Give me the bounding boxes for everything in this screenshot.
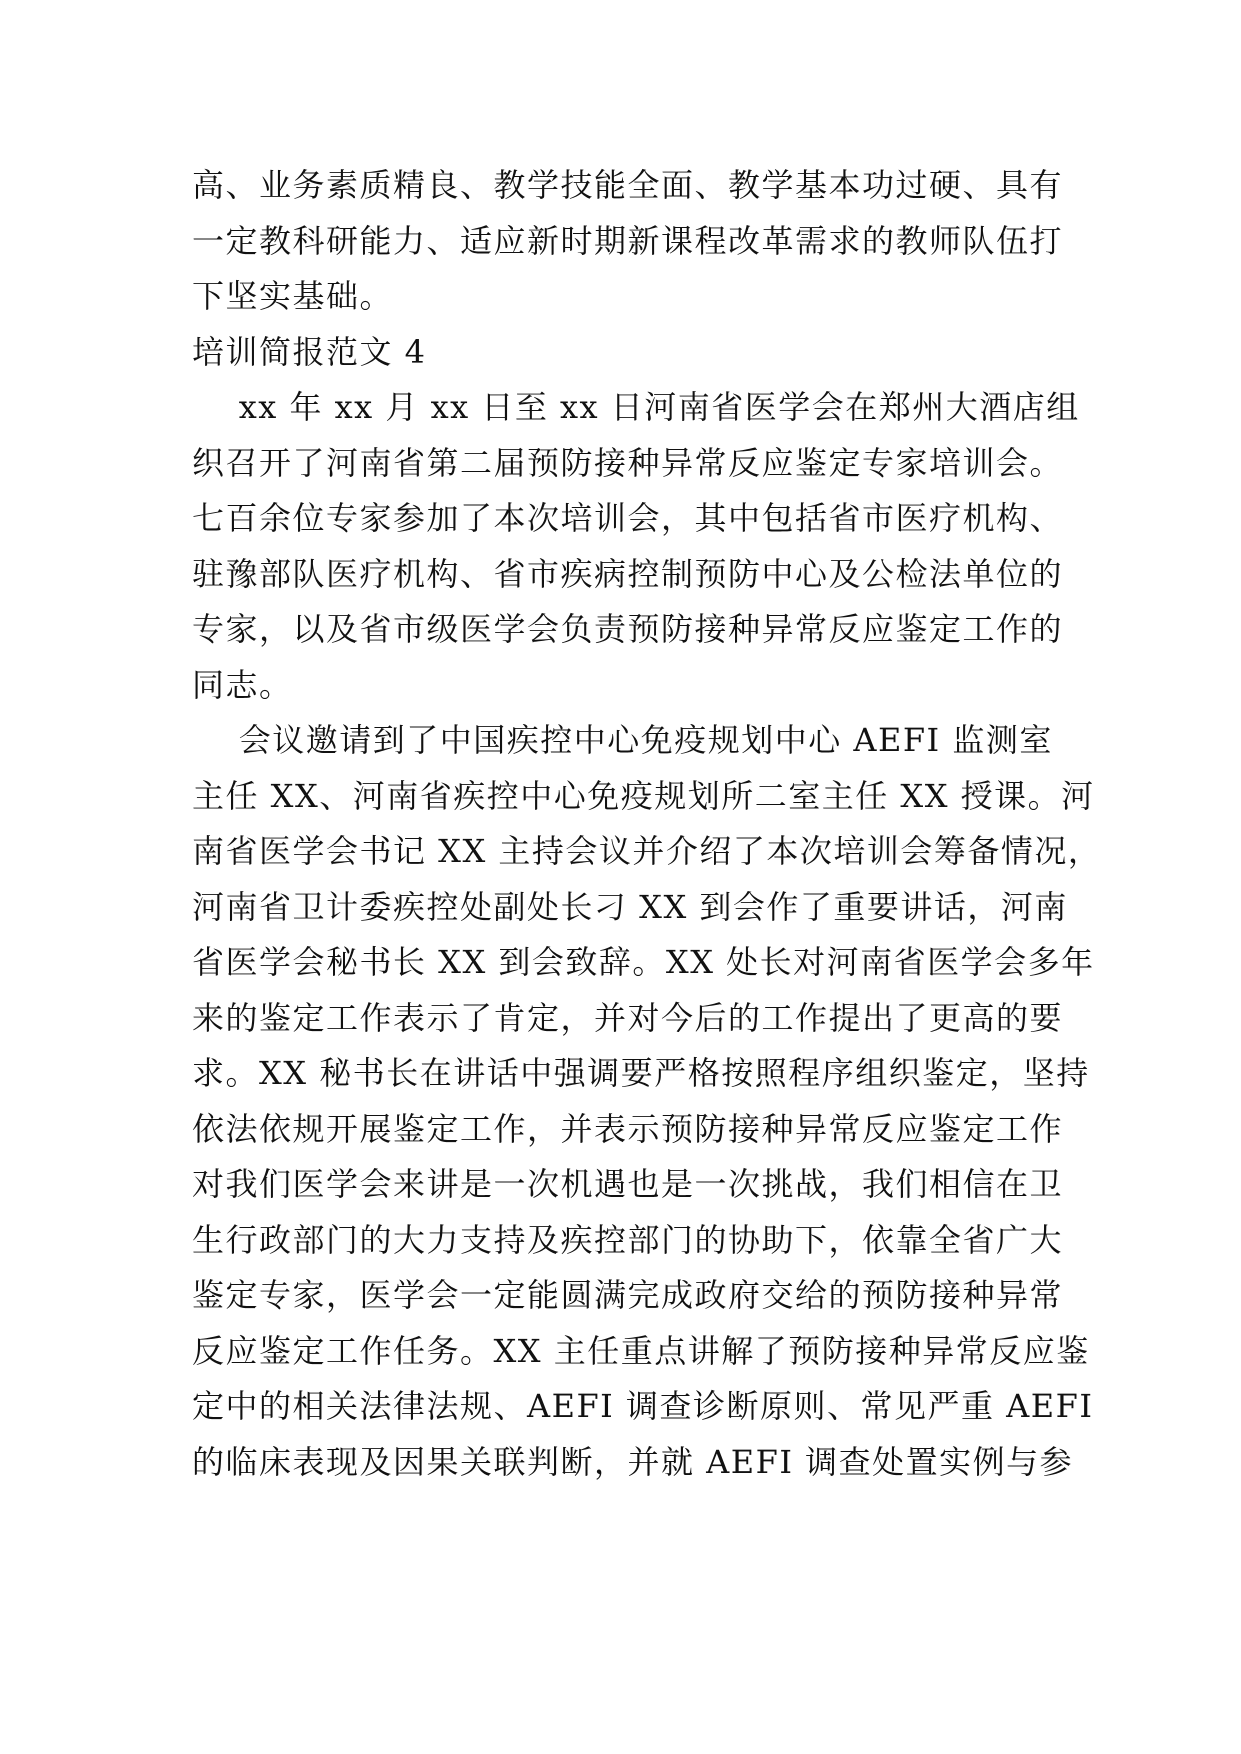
text-line: 织召开了河南省第二届预防接种异常反应鉴定专家培训会。 (192, 443, 1064, 482)
text-line: xx 年 xx 月 xx 日至 xx 日河南省医学会在郑州大酒店组 (192, 388, 1080, 426)
text-line: 一定教科研能力、适应新时期新课程改革需求的教师队伍打 (192, 221, 1064, 260)
text-line: 河南省卫计委疾控处副处长刁 XX 到会作了重要讲话，河南 (192, 887, 1068, 926)
text-line: 驻豫部队医疗机构、省市疾病控制预防中心及公检法单位的 (192, 554, 1064, 593)
text-line: 同志。 (192, 665, 293, 704)
text-line: 南省医学会书记 XX 主持会议并介绍了本次培训会筹备情况， (192, 832, 1102, 870)
text-line: 下坚实基础。 (192, 277, 394, 315)
text-line: 定中的相关法律法规、AEFI 调查诊断原则、常见严重 AEFI (192, 1387, 1094, 1425)
text-line: 反应鉴定工作任务。XX 主任重点讲解了预防接种异常反应鉴 (192, 1331, 1090, 1370)
text-line: 会议邀请到了中国疾控中心免疫规划中心 AEFI 监测室 (192, 721, 1053, 759)
text-line: 求。XX 秘书长在讲话中强调要严格按照程序组织鉴定，坚持 (192, 1054, 1090, 1092)
text-line: 专家，以及省市级医学会负责预防接种异常反应鉴定工作的 (192, 610, 1064, 648)
text-line: 对我们医学会来讲是一次机遇也是一次挑战，我们相信在卫 (192, 1165, 1064, 1203)
text-line: 高、业务素质精良、教学技能全面、教学基本功过硬、具有 (192, 166, 1064, 204)
text-line: 七百余位专家参加了本次培训会，其中包括省市医疗机构、 (192, 499, 1064, 537)
text-line: 生行政部门的大力支持及疾控部门的协助下，依靠全省广大 (192, 1220, 1064, 1259)
text-line: 的临床表现及因果关联判断，并就 AEFI 调查处置实例与参 (192, 1442, 1074, 1481)
text-line: 依法依规开展鉴定工作，并表示预防接种异常反应鉴定工作 (192, 1109, 1064, 1148)
text-line: 鉴定专家，医学会一定能圆满完成政府交给的预防接种异常 (192, 1276, 1064, 1314)
section-heading: 培训简报范文 4 (192, 332, 427, 371)
text-line: 来的鉴定工作表示了肯定，并对今后的工作提出了更高的要 (192, 998, 1064, 1037)
text-line: 主任 XX、河南省疾控中心免疫规划所二室主任 XX 授课。河 (192, 776, 1095, 815)
text-line: 省医学会秘书长 XX 到会致辞。XX 处长对河南省医学会多年 (192, 943, 1095, 981)
document-body (192, 158, 1102, 1490)
